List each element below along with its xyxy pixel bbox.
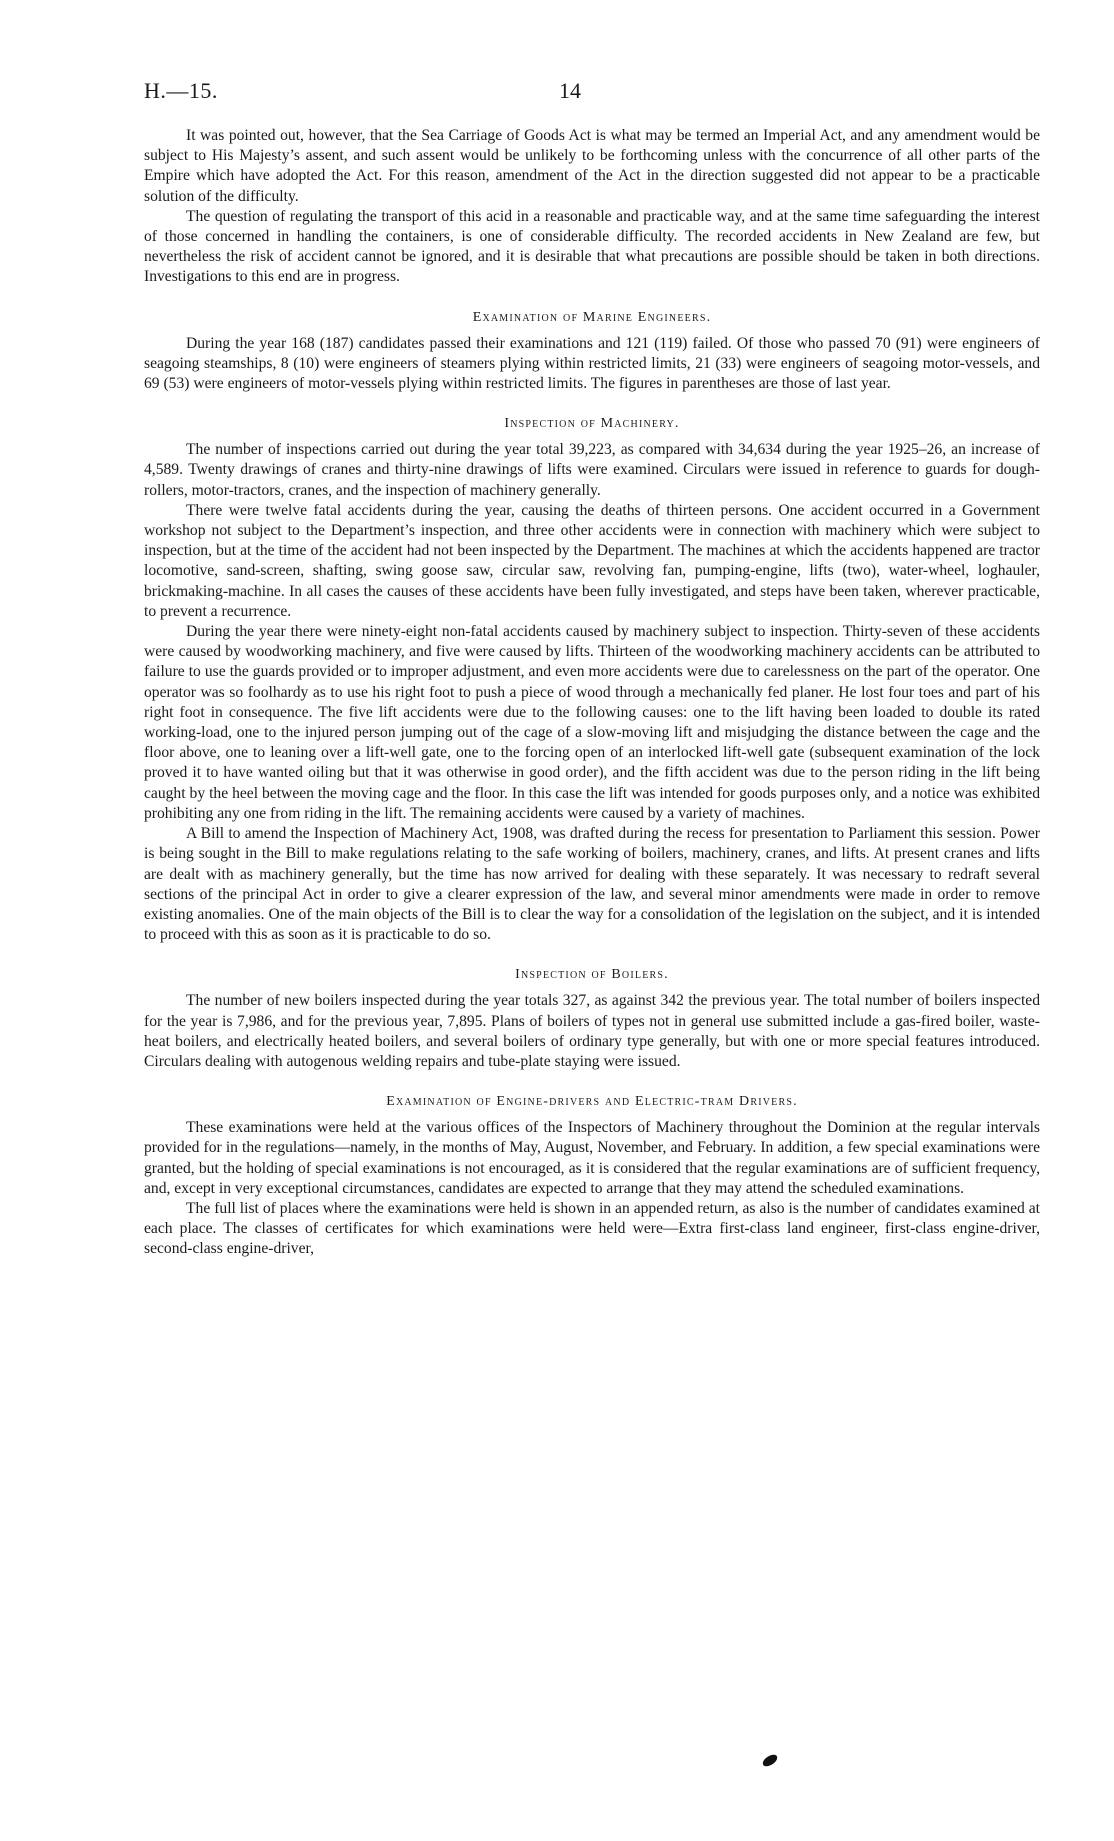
paragraph: The question of regulating the transport of this acid in a reasonable and practicable way, and at the same time safeguarding the interest of those concerned in handling the containers, is one of considerable difficulty. The recorded accidents in New Zealand are few, but nevertheless the risk of accident cannot be ignored, and it is desirable that what precautions are possible should be taken in both directions. Investigations to this end are in progress. bbox=[144, 207, 1040, 286]
paragraph: During the year there were ninety-eight non-fatal accidents caused by machinery subject to inspection. Thirty-seven of these accidents were caused by woodworking machinery, and five were caused by lifts. Thirteen of the woodworking machinery accidents can be attributed to failure to use the guards provided or to improper adjustment, and even more accidents were due to carelessness on the part of the operator. One operator was so foolhardy as to use his right foot to push a piece of wood through a mechanically fed planer. He lost four toes and part of his right foot in consequence. The five lift accidents were due to the following causes: one to the lift having been loaded to double its rated working-load, one to the injured person jumping out of the cage of a slow-moving lift and misjudging the distance between the cage and the floor above, one to leaning over a lift-well gate, one to the forcing open of an interlocked lift-well gate (subsequent examination of the lock proved it to have wanted oiling but that it was otherwise in good order), and the fifth accident was due to the person riding in the lift being caught by the heel between the moving cage and the floor. In this case the lift was intended for goods purposes only, and a notice was exhibited prohibiting any one from riding in the lift. The remaining accidents were caused by a variety of machines. bbox=[144, 623, 1040, 822]
paragraph: The number of new boilers inspected during the year totals 327, as against 342 the previous year. The total number of boilers inspected for the year is 7,986, and for the previous year, 7,895. Plans of boilers of types not in general use submitted include a gas-fired boiler, waste-heat boilers, and electrically heated boilers, and several boilers of ordinary type generally, but with one or more special features introduced. Circulars dealing with autogenous welding repairs and tube-plate staying were issued. bbox=[144, 992, 1040, 1070]
running-head: H.—15. bbox=[144, 78, 218, 103]
document-page bbox=[144, 78, 1040, 1260]
page-header bbox=[144, 78, 1040, 108]
paragraph: During the year 168 (187) candidates passed their examinations and 121 (119) failed. Of those who passed 70 (91) were engineers of seagoing steamships, 8 (10) were engineers of steamers plying within restricted limits, 21 (33) were engineers of seagoing motor-vessels, and 69 (53) were engineers of motor-vessels plying within restricted limits. The figures in parentheses are those of last year. bbox=[144, 334, 1040, 393]
paragraph: The number of inspections carried out during the year total 39,223, as compared with 34,634 during the year 1925–26, an increase of 4,589. Twenty drawings of cranes and thirty-nine drawings of lifts were examined. Circulars were issued in reference to guards for dough-rollers, motor-tractors, cranes, and the inspection of machinery generally. bbox=[144, 441, 1040, 499]
page-number: 14 bbox=[559, 78, 581, 103]
ink-blot-mark bbox=[761, 1753, 779, 1768]
section-marine-engineers bbox=[144, 310, 1040, 395]
section-heading: Examination of Marine Engineers. bbox=[472, 309, 712, 325]
paragraph: It was pointed out, however, that the Sea Carriage of Goods Act is what may be termed an Imperial Act, and any amendment would be subject to His Majesty’s assent, and such assent would be unlikely to be forthcoming unless with the concurrence of all other parts of the Empire which have adopted the Act. For this reason, amendment of the Act in the direction suggested did not appear to be a practicable solution of the difficulty. bbox=[144, 127, 1040, 205]
paragraph: There were twelve fatal accidents during the year, causing the deaths of thirteen persons. One accident occurred in a Government workshop not subject to the Department’s inspection, and three other accidents were in connection with machinery which were subject to inspection, but at the time of the accident had not been inspected by the Department. The machines at which the accidents happened are tractor locomotive, sand-screen, shafting, swing goose saw, circular saw, revolving fan, pumping-engine, lifts (two), water-wheel, loghauler, brickmaking-machine. In all cases the causes of these accidents have been fully investigated, and steps have been taken, wherever practicable, to prevent a recurrence. bbox=[144, 501, 1040, 620]
section-engine-drivers bbox=[144, 1094, 1040, 1259]
paragraph: A Bill to amend the Inspection of Machinery Act, 1908, was drafted during the recess for presentation to Parliament this session. Power is being sought in the Bill to make regulations relating to the safe working of boilers, machinery, cranes, and lifts. At present cranes and lifts are dealt with as machinery generally, but the time has now arrived for dealing with these separately. It was necessary to redraft several sections of the principal Act in order to give a clearer expression of the law, and several minor amendments were made in order to remove existing anomalies. One of the main objects of the Bill is to clear the way for a consolidation of the legislation on the subject, and it is intended to proceed with this as soon as it is practicable to do so. bbox=[144, 825, 1040, 944]
section-heading: Inspection of Boilers. bbox=[515, 967, 669, 983]
section-heading: Inspection of Machinery. bbox=[504, 416, 680, 432]
paragraph: The full list of places where the examinations were held is shown in an appended return, as also is the number of candidates examined at each place. The classes of certificates for which examinations were held were—Extra first-class land engineer, first-class engine-driver, second-class engine-driver, bbox=[144, 1199, 1040, 1258]
section-heading: Examination of Engine-drivers and Electric-tram Drivers. bbox=[386, 1094, 798, 1110]
section-opening bbox=[144, 126, 1040, 288]
section-inspection-of-boilers bbox=[144, 967, 1040, 1072]
section-inspection-of-machinery bbox=[144, 416, 1040, 945]
paragraph: These examinations were held at the various offices of the Inspectors of Machinery throughout the Dominion at the regular intervals provided for in the regulations—namely, in the months of May, August, November, and February. In addition, a few special examinations were granted, but the holding of special examinations is not encouraged, as it is considered that the regular examinations are of sufficient frequency, and, except in very exceptional circumstances, candidates are expected to arrange that they may attend the scheduled examinations. bbox=[144, 1119, 1040, 1197]
